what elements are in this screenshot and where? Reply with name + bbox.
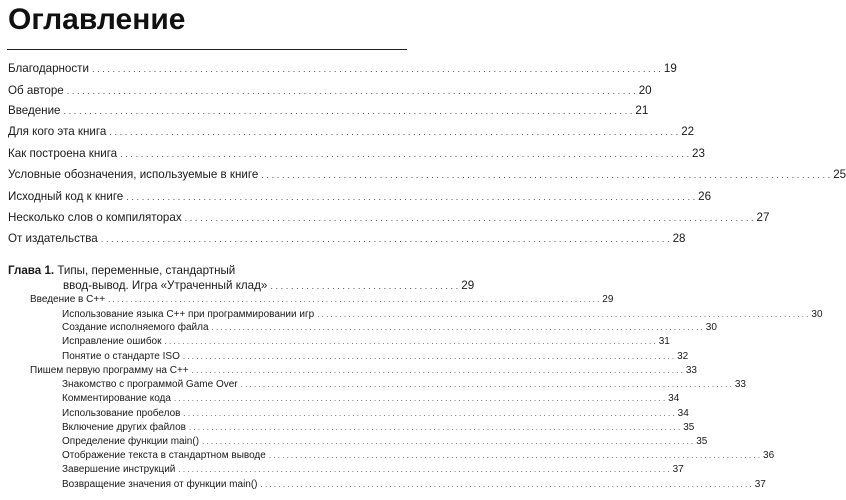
toc-entry-label: Для кого эта книга	[8, 125, 107, 138]
toc-subsection-label: Завершение инструкций	[62, 464, 176, 475]
toc-subsection-label: Создание исполняемого файла	[62, 322, 209, 333]
toc-entry[interactable]	[8, 147, 705, 160]
dot-leader	[212, 323, 703, 332]
toc-entry-page: 19	[663, 62, 677, 75]
toc-section-page: 29	[602, 294, 614, 305]
dot-leader	[178, 465, 669, 474]
toc-entry-label: Несколько слов о компиляторах	[8, 211, 182, 224]
dot-leader	[202, 437, 693, 446]
dot-leader: . . . . . . . . . . . . . . . . . . . . . . . . . . . . . . . . . . . . .	[270, 281, 459, 291]
dot-leader	[183, 409, 674, 418]
toc-subsection-page: 35	[696, 436, 708, 447]
toc-section-page: 33	[685, 365, 697, 376]
toc-subsection-page: 35	[683, 422, 695, 433]
dot-leader	[126, 192, 695, 202]
dot-leader	[101, 234, 670, 244]
dot-leader	[185, 213, 754, 223]
toc-subsection-page: 31	[658, 336, 670, 347]
toc-subsection-label: Исправление ошибок	[62, 336, 162, 347]
toc-entry-page: 23	[692, 147, 705, 160]
toc-entry-label: От издательства	[8, 232, 98, 245]
toc-subsection[interactable]	[62, 379, 746, 390]
chapter-number: Глава 1.	[8, 264, 55, 277]
toc-entry-page: 20	[638, 84, 652, 97]
dot-leader	[174, 394, 665, 403]
toc-subsection-page: 34	[677, 408, 689, 419]
toc-subsection-page: 36	[763, 450, 775, 461]
toc-subsection[interactable]	[62, 436, 708, 447]
toc-subsection[interactable]	[62, 393, 680, 404]
page-title: Оглавление	[8, 3, 186, 36]
toc-subsection[interactable]	[62, 322, 717, 333]
toc-entry-page: 21	[635, 104, 649, 117]
toc-entry-page: 25	[833, 168, 846, 181]
toc-section-label: Введение в C++	[30, 294, 106, 305]
toc-entry[interactable]	[8, 211, 770, 224]
toc-entry-label: Об авторе	[8, 84, 64, 97]
dot-leader	[120, 149, 689, 159]
toc-subsection[interactable]	[62, 336, 670, 347]
title-divider	[7, 49, 407, 50]
dot-leader	[192, 366, 683, 375]
toc-entry-label: Исходный код к книге	[8, 190, 124, 203]
toc-subsection-label: Использование пробелов	[62, 408, 181, 419]
chapter-page: 29	[461, 279, 475, 292]
dot-leader	[241, 380, 732, 389]
toc-subsection-label: Возвращение значения от функции main()	[62, 479, 258, 490]
toc-subsection[interactable]	[62, 464, 684, 475]
toc-entry-label: Введение	[8, 104, 61, 117]
toc-subsection-page: 37	[754, 479, 766, 490]
toc-entry[interactable]	[8, 104, 649, 117]
toc-subsection[interactable]	[62, 309, 823, 320]
toc-subsection-page: 32	[677, 351, 689, 362]
toc-section-label: Пишем первую программу на C++	[30, 365, 189, 376]
dot-leader	[67, 86, 636, 96]
dot-leader	[269, 451, 760, 460]
toc-subsection-label: Включение других файлов	[62, 422, 186, 433]
dot-leader	[109, 127, 678, 137]
toc-subsection-page: 30	[705, 322, 717, 333]
dot-leader	[317, 310, 808, 319]
toc-subsection-page: 34	[668, 393, 680, 404]
toc-entry[interactable]	[8, 232, 686, 245]
toc-subsection-label: Отображение текста в стандартном выводе	[62, 450, 266, 461]
toc-subsection[interactable]	[62, 479, 766, 490]
toc-entry[interactable]	[8, 125, 695, 138]
toc-entry-page: 28	[672, 232, 686, 245]
toc-entry-label: Благодарности	[8, 62, 89, 75]
toc-entry-label: Как построена книга	[8, 147, 118, 160]
dot-leader	[189, 423, 680, 432]
toc-subsection-label: Знакомство с программой Game Over	[62, 379, 238, 390]
toc-subsection-label: Определение функции main()	[62, 436, 200, 447]
toc-entry-page: 22	[681, 125, 695, 138]
toc-subsection-page: 37	[672, 464, 684, 475]
toc-subsection-label: Использование языка C++ при программировании игр	[62, 309, 315, 320]
toc-subsection-page: 30	[811, 309, 823, 320]
toc-entry-page: 27	[756, 211, 770, 224]
dot-leader	[108, 295, 599, 304]
toc-entry[interactable]	[8, 168, 846, 181]
dot-leader	[92, 64, 661, 74]
toc-entry[interactable]	[8, 84, 652, 97]
toc-subsection[interactable]	[62, 422, 695, 433]
dot-leader	[261, 170, 830, 180]
chapter-title-line2: ввод-вывод. Игра «Утраченный клад»	[63, 279, 268, 292]
dot-leader	[64, 106, 633, 116]
toc-entry-page: 26	[698, 190, 712, 203]
toc-subsection[interactable]	[62, 351, 689, 362]
toc-subsection-label: Понятие о стандарте ISO	[62, 351, 180, 362]
toc-entry[interactable]	[8, 190, 712, 203]
toc-section[interactable]	[30, 294, 614, 305]
toc-subsection[interactable]	[62, 408, 689, 419]
chapter-heading[interactable]	[8, 263, 475, 294]
dot-leader	[261, 480, 752, 489]
toc-subsection[interactable]	[62, 450, 775, 461]
toc-subsection-label: Комментирование кода	[62, 393, 171, 404]
toc-section[interactable]	[30, 365, 697, 376]
dot-leader	[183, 352, 674, 361]
chapter-title-line1: Типы, переменные, стандартный	[57, 264, 236, 277]
toc-entry[interactable]	[8, 62, 677, 75]
toc-subsection-page: 33	[734, 379, 746, 390]
dot-leader	[165, 337, 656, 346]
toc-entry-label: Условные обозначения, используемые в книге	[8, 168, 259, 181]
